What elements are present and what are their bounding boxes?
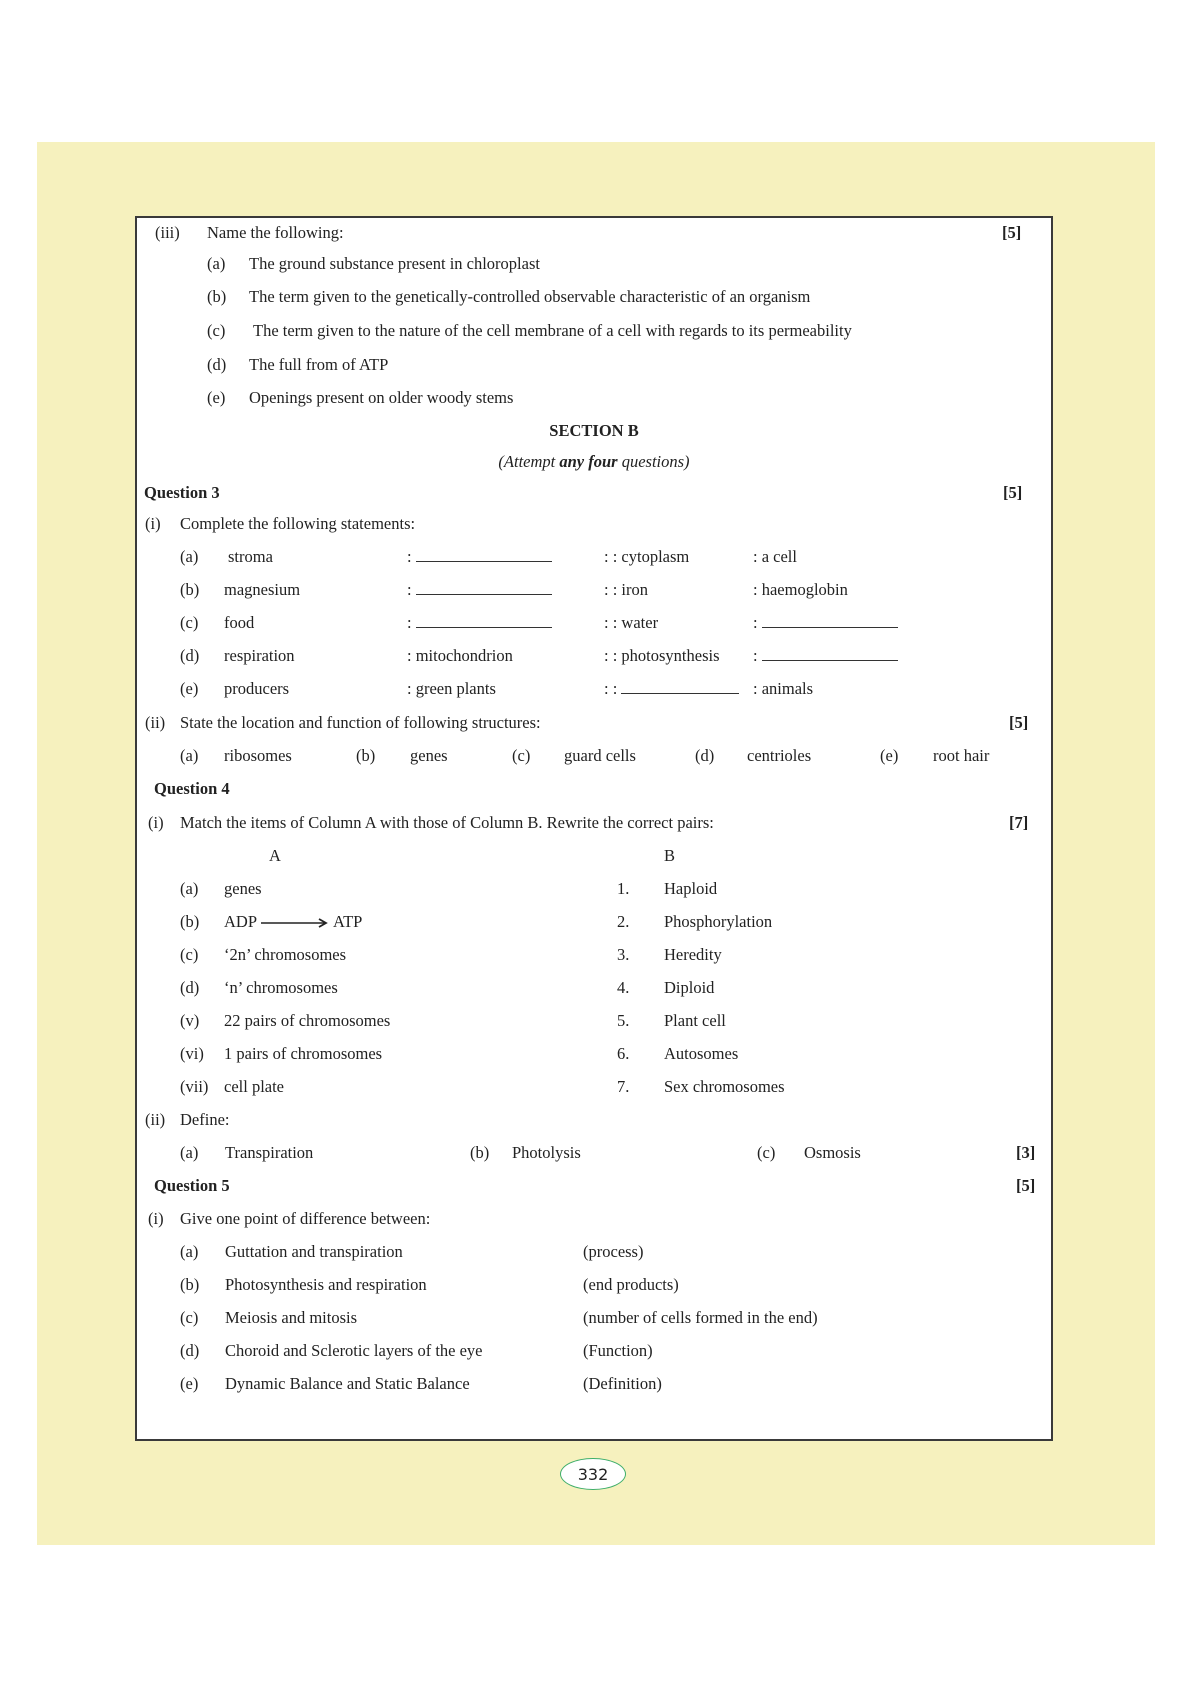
answer-blank[interactable]	[416, 613, 552, 628]
item-label: (d)	[695, 746, 715, 765]
term-2	[407, 613, 552, 633]
section-title: SECTION B	[549, 421, 639, 440]
part-number: (ii)	[145, 713, 166, 732]
item-label: (b)	[180, 912, 200, 931]
marks: [7]	[1009, 813, 1029, 832]
item-text: genes	[224, 879, 262, 898]
colon: :	[753, 646, 758, 665]
marks: [3]	[1016, 1143, 1036, 1162]
arrow-right-icon	[259, 918, 331, 928]
colon: : :	[604, 679, 618, 698]
item-basis: (Definition)	[583, 1374, 662, 1393]
item-text: Photolysis	[512, 1143, 581, 1162]
answer-blank[interactable]	[416, 580, 552, 595]
term-3: : : water	[604, 613, 659, 632]
term-3: : : iron	[604, 580, 648, 599]
item-basis: (Function)	[583, 1341, 653, 1360]
item-label: (b)	[180, 1275, 200, 1294]
marks: [5]	[1016, 1176, 1036, 1195]
column-b-header: B	[664, 846, 676, 865]
term-4	[753, 646, 898, 666]
item-label: (c)	[512, 746, 531, 765]
item-label: 7.	[617, 1077, 630, 1096]
part-number: (i)	[145, 514, 161, 533]
row-label: (c)	[180, 613, 199, 632]
row-label: (d)	[180, 646, 200, 665]
item-text: The term given to the genetically-controlled observable characteristic of an organism	[249, 287, 811, 306]
instruction-text: questions)	[617, 452, 690, 471]
row-label: (a)	[180, 547, 199, 566]
item-text: Diploid	[664, 978, 715, 997]
term-1: respiration	[224, 646, 295, 665]
item-label: (b)	[207, 287, 227, 306]
answer-blank[interactable]	[621, 679, 739, 694]
instruction-emphasis: any four	[559, 452, 618, 471]
item-label: (b)	[356, 746, 376, 765]
item-label: 6.	[617, 1044, 630, 1063]
item-text: ribosomes	[224, 746, 292, 765]
item-text: root hair	[933, 746, 990, 765]
colon: :	[407, 547, 412, 566]
term-1: food	[224, 613, 255, 632]
part-title: Give one point of difference between:	[180, 1209, 431, 1228]
item-text: Phosphorylation	[664, 912, 773, 931]
item-label: 5.	[617, 1011, 630, 1030]
item-label: (a)	[207, 254, 226, 273]
row-label: (b)	[180, 580, 200, 599]
item-text: Heredity	[664, 945, 722, 964]
item-text: Meiosis and mitosis	[225, 1308, 358, 1327]
item-text: Openings present on older woody stems	[249, 388, 514, 407]
item-label: (vii)	[180, 1077, 209, 1096]
item-text: Autosomes	[664, 1044, 739, 1063]
answer-blank[interactable]	[416, 547, 552, 562]
instruction-text: (Attempt	[498, 452, 560, 471]
item-text: 22 pairs of chromosomes	[224, 1011, 391, 1030]
marks: [5]	[1003, 483, 1023, 502]
product: ATP	[333, 912, 363, 931]
item-label: 4.	[617, 978, 630, 997]
column-a-header: A	[269, 846, 281, 865]
item-text	[224, 912, 362, 932]
term-2: : mitochondrion	[407, 646, 513, 665]
part-title: Match the items of Column A with those of Column B. Rewrite the correct pairs:	[180, 813, 714, 832]
item-label: (a)	[180, 879, 199, 898]
item-label: (a)	[180, 1242, 199, 1261]
item-label: (vi)	[180, 1044, 204, 1063]
marks: [5]	[1009, 713, 1029, 732]
item-text: The full from of ATP	[249, 355, 389, 374]
question-title: Question 4	[154, 779, 230, 798]
page-number: 332	[560, 1458, 626, 1490]
item-text: ‘2n’ chromosomes	[224, 945, 347, 964]
item-text: Osmosis	[804, 1143, 861, 1162]
item-text: cell plate	[224, 1077, 285, 1096]
item-text: Choroid and Sclerotic layers of the eye	[225, 1341, 483, 1360]
part-title: Name the following:	[207, 223, 344, 242]
item-label: 1.	[617, 879, 630, 898]
term-4	[753, 613, 898, 633]
part-title: Define:	[180, 1110, 230, 1129]
question-title: Question 3	[144, 483, 220, 502]
item-label: (d)	[180, 978, 200, 997]
item-label: (c)	[757, 1143, 776, 1162]
answer-blank[interactable]	[762, 646, 898, 661]
item-label: (a)	[180, 1143, 199, 1162]
part-number: (ii)	[145, 1110, 166, 1129]
question-title: Question 5	[154, 1176, 230, 1195]
item-text: Plant cell	[664, 1011, 726, 1030]
item-basis: (end products)	[583, 1275, 679, 1294]
term-3	[604, 679, 739, 699]
item-label: (d)	[207, 355, 227, 374]
item-text: Transpiration	[225, 1143, 314, 1162]
item-text: Sex chromosomes	[664, 1077, 785, 1096]
part-title: Complete the following statements:	[180, 514, 416, 533]
item-text: genes	[410, 746, 448, 765]
colon: :	[407, 613, 412, 632]
part-number: (i)	[148, 1209, 164, 1228]
part-number: (iii)	[155, 223, 180, 242]
term-3: : : cytoplasm	[604, 547, 690, 566]
term-1: stroma	[228, 547, 273, 566]
item-text: Dynamic Balance and Static Balance	[225, 1374, 470, 1393]
part-number: (i)	[148, 813, 164, 832]
item-label: (a)	[180, 746, 199, 765]
term-1: magnesium	[224, 580, 301, 599]
reactant: ADP	[224, 912, 258, 931]
section-instruction	[444, 452, 744, 472]
item-label: (d)	[180, 1341, 200, 1360]
term-3: : : photosynthesis	[604, 646, 720, 665]
item-label: (e)	[180, 1374, 199, 1393]
colon: :	[753, 613, 758, 632]
item-label: 3.	[617, 945, 630, 964]
marks: [5]	[1002, 223, 1022, 242]
item-label: (c)	[180, 1308, 199, 1327]
term-2	[407, 547, 552, 567]
part-title: State the location and function of following structures:	[180, 713, 541, 732]
item-text: Guttation and transpiration	[225, 1242, 403, 1261]
item-text: The term given to the nature of the cell membrane of a cell with regards to its permeability	[253, 321, 852, 340]
item-label: (b)	[470, 1143, 490, 1162]
term-2: : green plants	[407, 679, 496, 698]
item-text: ‘n’ chromosomes	[224, 978, 338, 997]
item-label: (c)	[180, 945, 199, 964]
item-text: Photosynthesis and respiration	[225, 1275, 427, 1294]
answer-blank[interactable]	[762, 613, 898, 628]
item-text: The ground substance present in chloroplast	[249, 254, 540, 273]
colon: :	[407, 580, 412, 599]
item-basis: (process)	[583, 1242, 644, 1261]
item-label: (e)	[207, 388, 226, 407]
term-4: : animals	[753, 679, 814, 698]
term-2	[407, 580, 552, 600]
term-4: : a cell	[753, 547, 797, 566]
item-text: 1 pairs of chromosomes	[224, 1044, 383, 1063]
item-label: 2.	[617, 912, 630, 931]
term-4: : haemoglobin	[753, 580, 848, 599]
item-text: Haploid	[664, 879, 718, 898]
term-1: producers	[224, 679, 290, 698]
item-label: (v)	[180, 1011, 200, 1030]
row-label: (e)	[180, 679, 199, 698]
item-label: (e)	[880, 746, 899, 765]
item-basis: (number of cells formed in the end)	[583, 1308, 818, 1327]
item-text: centrioles	[747, 746, 812, 765]
item-label: (c)	[207, 321, 226, 340]
item-text: guard cells	[564, 746, 636, 765]
